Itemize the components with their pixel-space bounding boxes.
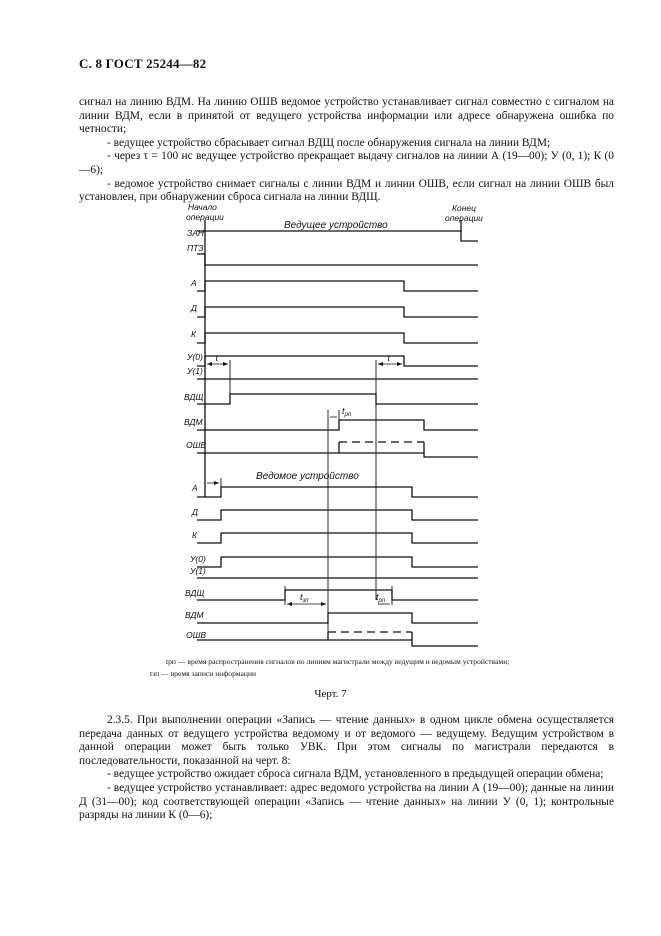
page-header: С. 8 ГОСТ 25244—82 (79, 56, 207, 71)
label-vdsch-master: ВДЩ (184, 392, 204, 402)
paragraph: - через τ = 100 нс ведущее устройство прекращает выдачу сигналов на линии А (19—00); У (0, 1); К (0—6); (79, 150, 614, 176)
label-d-master: Д (191, 303, 197, 313)
paragraph: сигнал на линию ВДМ. На линию ОШВ ведомое устройство устанавливает сигнал совместно с сигналом на линии ВДМ, если в принятой от ведущего устройства информации или адресе обнаружена ошибка по четности; (79, 96, 614, 136)
label-u1-master: У(1) (187, 366, 203, 376)
label-a-slave: А (192, 483, 198, 493)
label-vdm-slave: ВДМ (185, 610, 204, 620)
label-oshv-master: ОШВ (186, 440, 207, 450)
paragraph: 2.3.5. При выполнении операции «Запись — чтение данных» в одном цикле обмена осуществляется передача данных от ведущего устройства ведомому и от ведомого — ведущему. Ведущим устройством в данной операции может быть только УВК. При этом сигналы по магистрали передаются в последовательности, показанной на черт. 8: (79, 714, 614, 767)
end-label-line1: Конец (452, 203, 477, 213)
bottom-text-block (79, 714, 614, 823)
label-u0-slave: У(0) (190, 554, 206, 564)
figure-title: Черт. 7 (314, 688, 347, 700)
paragraph: - ведущее устройство ожидает сброса сигнала ВДМ, установленного в предыдущей операции обмена; (107, 768, 604, 781)
label-u0-master: У(0) (187, 352, 203, 362)
end-label-line2: операции (445, 213, 483, 223)
label-ptz: ПТЗ (187, 243, 204, 253)
master-title: Ведущее устройство (284, 220, 388, 231)
signal-k-slave (197, 533, 478, 543)
label-a-master: А (191, 278, 197, 288)
label-vdsch-slave: ВДЩ (185, 588, 205, 598)
label-oshv-slave: ОШВ (186, 630, 207, 640)
figure-caption: tрп — время распространения сигналов по линиям магистрали между ведущим и ведомым устройствами; tзп — время записи информации (150, 657, 510, 678)
signal-d-master (197, 307, 478, 317)
t-rp-label-slave: $t_{рп}$ (376, 592, 386, 604)
paragraph: - ведомое устройство снимает сигналы с линии ВДМ и линии ОШВ, если сигнал на линии ОШВ был установлен, при обнаружении сброса сигнала на линии ВДЩ. (79, 177, 614, 204)
label-u1-slave: У(1) (190, 566, 206, 576)
signal-vdm-master (197, 420, 478, 430)
signal-vdsch-slave (197, 590, 478, 600)
label-k-master: К (191, 329, 197, 339)
signal-k-master (197, 333, 478, 343)
t-zp-label: $t_{зп}$ (300, 592, 309, 604)
signal-zan (197, 231, 478, 241)
signal-u0-slave (197, 557, 478, 567)
label-d-slave: Д (192, 507, 198, 517)
start-label-line1: Начало (188, 202, 217, 212)
signal-oshv-master-low (197, 453, 478, 457)
slave-title: Ведомое устройство (256, 471, 359, 482)
signal-a-slave (197, 487, 478, 497)
paragraph: - ведущее устройство сбрасывает сигнал ВДЩ после обнаружения сигнала на линии ВДМ; (107, 136, 551, 149)
tau-label-end: τ (387, 353, 391, 363)
signal-d-slave (197, 510, 478, 520)
signal-a-master (197, 281, 478, 291)
t-rp-label-master: $t_{рп}$ (342, 406, 352, 418)
signal-vdsch-master (197, 394, 478, 404)
label-k-slave: К (192, 530, 198, 540)
start-label-line2: операции (186, 212, 224, 222)
signal-ptz (197, 254, 478, 265)
signal-vdm-slave (197, 613, 478, 623)
signal-oshv-slave-low (197, 640, 478, 646)
signal-u0-master (197, 356, 478, 366)
paragraph: - ведущее устройство устанавливает: адрес ведомого устройства на линии А (19—00); данные на линии Д (31—00); код соответствующей операции «Запись — чтение данных» на линии У (0, 1); контрольные разряды на линии К (0—6); (79, 781, 614, 822)
label-vdm-master: ВДМ (184, 417, 203, 427)
label-zan: ЗАН (187, 228, 205, 238)
tau-label-start: τ (215, 353, 219, 363)
